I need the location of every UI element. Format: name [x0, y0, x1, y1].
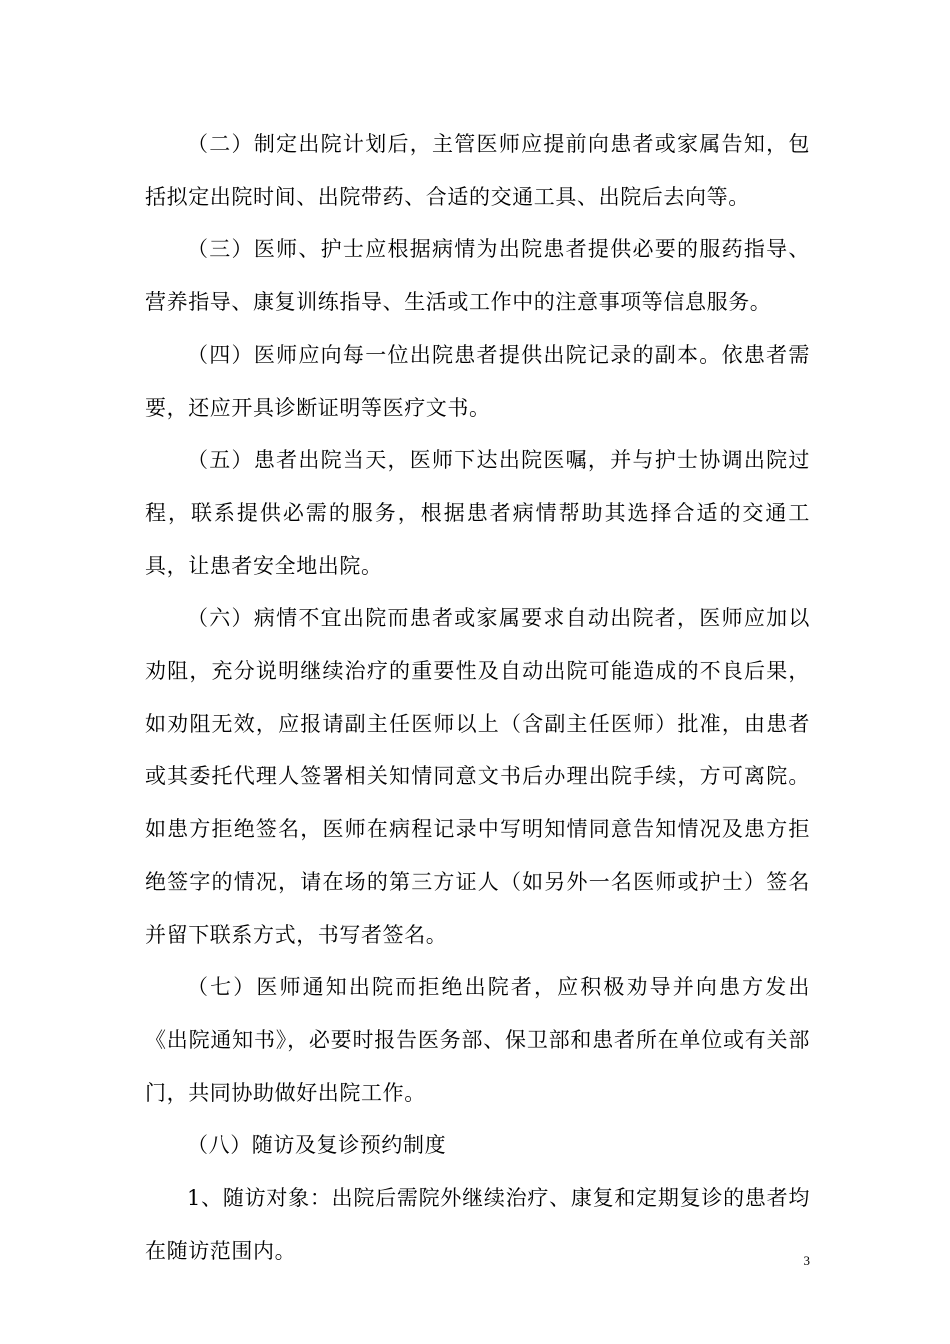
- paragraph-discharge-plan-notice: （二）制定出院计划后，主管医师应提前向患者或家属告知，包括拟定出院时间、出院带药、合适的交通工具、出院后去向等。: [145, 132, 810, 209]
- paragraph-discharge-day: （五）患者出院当天，医师下达出院医嘱，并与护士协调出院过程，联系提供必需的服务，根据患者病情帮助其选择合适的交通工具，让患者安全地出院。: [145, 448, 810, 578]
- document-body: [145, 118, 810, 1277]
- paragraph-refused-discharge: （七）医师通知出院而拒绝出院者，应积极劝导并向患方发出《出院通知书》，必要时报告医务部、保卫部和患者所在单位或有关部门，共同协助做好出院工作。: [145, 975, 810, 1105]
- paragraph-discharge-record-copy: （四）医师应向每一位出院患者提供出院记录的副本。依患者需要，还应开具诊断证明等医疗文书。: [145, 342, 810, 420]
- paragraph-follow-up-targets: 1、随访对象：出院后需院外继续治疗、康复和定期复诊的患者均在随访范围内。: [145, 1186, 810, 1263]
- paragraph-discharge-guidance: （三）医师、护士应根据病情为出院患者提供必要的服药指导、营养指导、康复训练指导、生活或工作中的注意事项等信息服务。: [145, 237, 810, 315]
- page-number: 3: [803, 1253, 810, 1268]
- paragraph-voluntary-discharge: （六）病情不宜出院而患者或家属要求自动出院者，医师应加以劝阻，充分说明继续治疗的重要性及自动出院可能造成的不良后果，如劝阻无效，应报请副主任医师以上（含副主任医师）批准，由患者或其委托代理人签署相关知情同意文书后办理出院手续，方可离院。如患方拒绝签名，医师在病程记录中写明知情同意告知情况及患方拒绝签字的情况，请在场的第三方证人（如另外一名医师或护士）签名并留下联系方式，书写者签名。: [145, 606, 810, 947]
- paragraph-follow-up-heading: （八）随访及复诊预约制度: [187, 1133, 447, 1158]
